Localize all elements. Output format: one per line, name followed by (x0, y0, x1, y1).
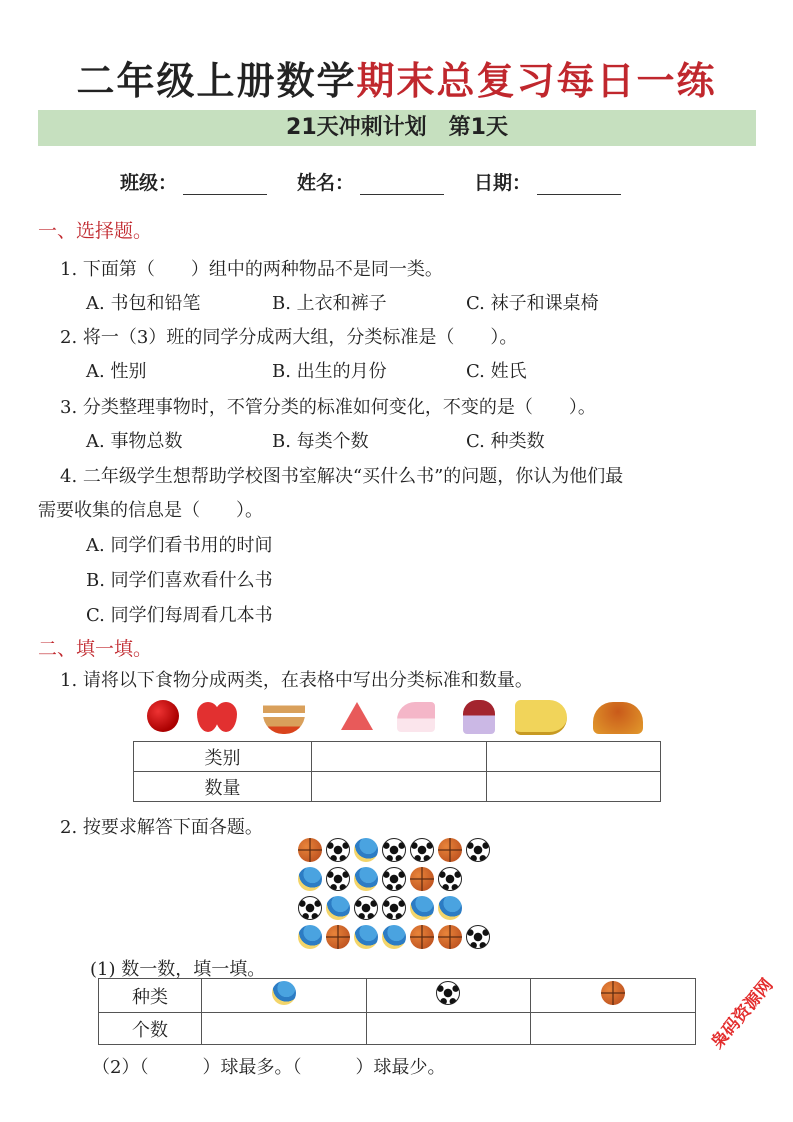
class-label: 班级： (120, 172, 178, 194)
category-cell-2[interactable] (486, 742, 661, 772)
ball-row (298, 867, 498, 896)
volleyball-icon (326, 896, 350, 920)
category-label: 类别 (134, 742, 312, 772)
fill-q2-stem: 2. 按要求解答下面各题。 (60, 817, 263, 838)
soccer-ball-icon (382, 896, 406, 920)
ball-row (298, 925, 498, 954)
food-row (145, 696, 665, 736)
soccer-ball-icon (382, 838, 406, 862)
strawberry-icon (215, 702, 237, 732)
name-field[interactable] (360, 174, 444, 195)
volleyball-icon (382, 925, 406, 949)
soccer-ball-icon (438, 867, 462, 891)
soccer-ball-icon (326, 867, 350, 891)
q2-option-a: A. 性别 (86, 361, 147, 382)
class-field[interactable] (183, 174, 267, 195)
bread-icon (593, 702, 643, 734)
q2-option-c: C. 姓氏 (466, 361, 527, 382)
q3-option-a: A. 事物总数 (86, 431, 183, 452)
volleyball-icon (354, 925, 378, 949)
volleyball-icon (410, 896, 434, 920)
cake-icon (263, 696, 305, 734)
q1-option-a: A. 书包和铅笔 (86, 293, 201, 314)
q1-stem: 1. 下面第（ ）组中的两种物品不是同一类。 (60, 259, 443, 280)
name-label: 姓名： (297, 172, 355, 194)
soccer-ball-icon (354, 896, 378, 920)
apple-icon (147, 700, 179, 732)
kind-soccer (366, 979, 531, 1013)
student-info (120, 168, 651, 195)
fill-q1-stem: 1. 请将以下食物分成两类，在表格中写出分类标准和数量。 (60, 670, 533, 691)
date-field[interactable] (537, 174, 621, 195)
basketball-icon (601, 981, 625, 1005)
ball-row (298, 838, 498, 867)
q4-stem-line1: 4. 二年级学生想帮助学校图书室解决“买什么书”的问题，你认为他们最 (60, 466, 624, 487)
q4-stem-line2: 需要收集的信息是（ ）。 (38, 500, 263, 521)
q2-stem: 2. 将一（3）班的同学分成两大组，分类标准是（ ）。 (60, 327, 518, 348)
soccer-ball-icon (298, 896, 322, 920)
volleyball-icon (354, 867, 378, 891)
q3-option-c: C. 种类数 (466, 431, 545, 452)
q3-option-b: B. 每类个数 (272, 431, 369, 452)
quantity-cell-1[interactable] (312, 772, 487, 802)
q4-option-b: B. 同学们喜欢看什么书 (86, 570, 273, 591)
q4-option-c: C. 同学们每周看几本书 (86, 605, 273, 626)
quantity-label: 数量 (134, 772, 312, 802)
watermark: 枭码资源网 (707, 975, 778, 1054)
food-classification-table (133, 741, 661, 802)
volleyball-icon (298, 925, 322, 949)
sub-question-2: （2）（ ）球最多。（ ）球最少。 (92, 1057, 446, 1078)
soccer-ball-icon (382, 867, 406, 891)
basketball-icon (326, 925, 350, 949)
soccer-ball-icon (436, 981, 460, 1005)
watermelon-icon (341, 702, 373, 730)
count-volleyball[interactable] (202, 1013, 367, 1045)
title-red: 期末总复习每日一练 (356, 59, 717, 103)
soccer-ball-icon (410, 838, 434, 862)
ball-row (298, 896, 498, 925)
banana-icon (515, 700, 567, 735)
cake-slice-icon (397, 702, 435, 732)
sub-question-1: (1) 数一数，填一填。 (90, 959, 266, 980)
cupcake-icon (463, 700, 495, 734)
day-banner: 21天冲刺计划 第1天 (38, 110, 756, 146)
basketball-icon (438, 838, 462, 862)
volleyball-icon (272, 981, 296, 1005)
volleyball-icon (354, 838, 378, 862)
page-title (0, 50, 793, 105)
soccer-ball-icon (466, 925, 490, 949)
section2-heading: 二、填一填。 (38, 638, 153, 660)
q1-option-b: B. 上衣和裤子 (272, 293, 387, 314)
count-basketball[interactable] (531, 1013, 696, 1045)
soccer-ball-icon (466, 838, 490, 862)
soccer-ball-icon (326, 838, 350, 862)
kind-label: 种类 (99, 979, 202, 1013)
title-black: 二年级上册数学 (76, 59, 357, 103)
basketball-icon (410, 867, 434, 891)
date-label: 日期： (474, 172, 532, 194)
kind-volleyball (202, 979, 367, 1013)
q3-stem: 3. 分类整理事物时，不管分类的标准如何变化，不变的是（ ）。 (60, 397, 596, 418)
section1-heading: 一、选择题。 (38, 220, 153, 242)
quantity-cell-2[interactable] (486, 772, 661, 802)
basketball-icon (410, 925, 434, 949)
volleyball-icon (438, 896, 462, 920)
ball-count-table (98, 978, 696, 1045)
ball-grid (298, 838, 498, 954)
q1-option-c: C. 袜子和课桌椅 (466, 293, 599, 314)
count-label: 个数 (99, 1013, 202, 1045)
volleyball-icon (298, 867, 322, 891)
kind-basketball (531, 979, 696, 1013)
basketball-icon (438, 925, 462, 949)
q2-option-b: B. 出生的月份 (272, 361, 387, 382)
basketball-icon (298, 838, 322, 862)
count-soccer[interactable] (366, 1013, 531, 1045)
category-cell-1[interactable] (312, 742, 487, 772)
q4-option-a: A. 同学们看书用的时间 (86, 535, 273, 556)
